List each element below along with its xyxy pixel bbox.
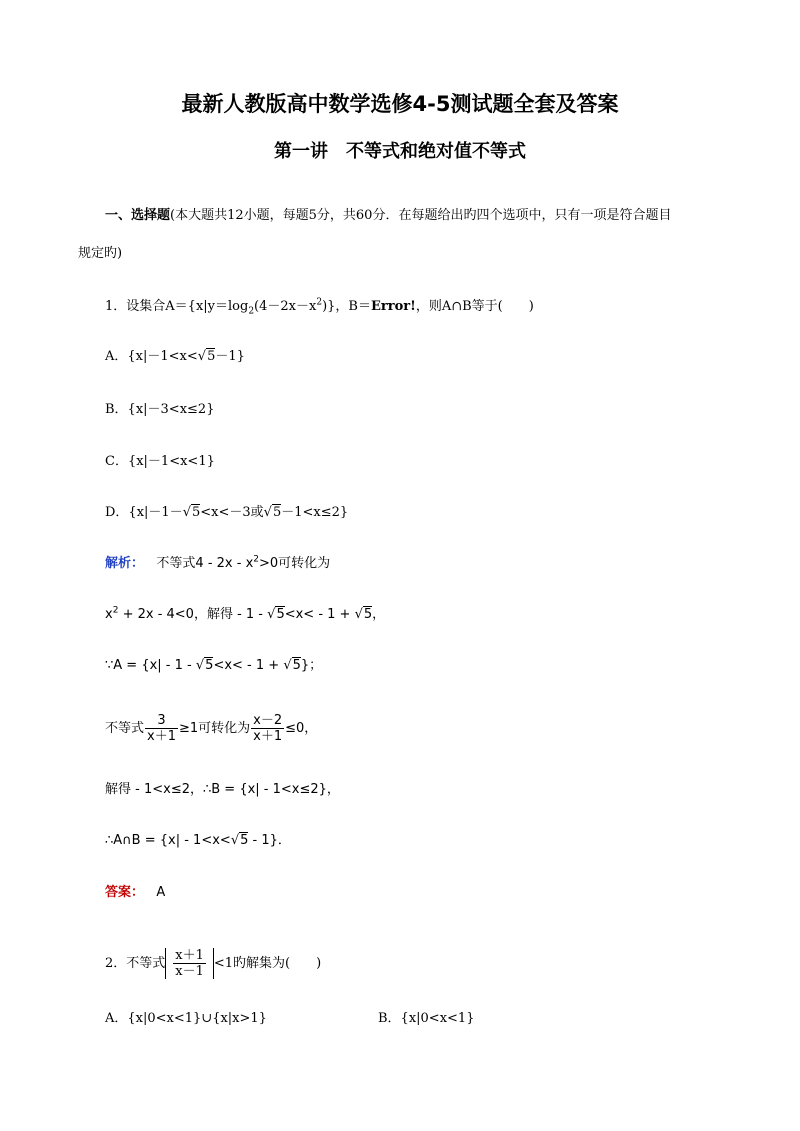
answer-value: A xyxy=(156,885,166,900)
sqrt-symbol: √ xyxy=(195,658,205,673)
sqrt-symbol: √ xyxy=(230,833,240,848)
solution-1-line6: ∴A∩B = {x| - 1<x<√5 - 1}． xyxy=(105,833,291,848)
section-intro xyxy=(105,208,671,224)
fraction-1: $\frac{3}{x+1}$ xyxy=(147,713,176,744)
fraction-2: $\frac{x-2}{x+1}$ xyxy=(253,713,283,744)
answer-label: 答案： xyxy=(105,885,145,900)
answer-1 xyxy=(105,885,165,901)
sqrt-symbol: √ xyxy=(197,349,207,364)
sqrt-symbol: √ xyxy=(182,505,191,520)
solution-1-line1: 解析： 不等式$4 - 2x - x^2>0$可转化为 xyxy=(105,554,331,571)
question-1-stem: 1．设集合$A=\{x|y=\log_2(4-2x-x^2)\}$，B＝Error!，则A∩B等于( ) xyxy=(105,297,534,317)
sqrt-symbol: √ xyxy=(267,607,276,622)
question-2-option-a: A．{x|0<x<1}∪{x|x>1} xyxy=(105,1011,267,1026)
question-1-option-c: C．{x|－1<x<1} xyxy=(105,454,215,469)
question-1-option-b: B．{x|－3<x≤2} xyxy=(105,402,215,417)
document-subtitle: 第一讲 不等式和绝对值不等式 xyxy=(274,141,526,162)
section-heading: 一、选择题 xyxy=(105,208,171,223)
sqrt-symbol: √ xyxy=(263,505,272,520)
fraction-3: $\frac{x+1}{x-1}$ xyxy=(175,948,204,979)
document-title: 最新人教版高中数学选修4-5测试题全套及答案 xyxy=(181,92,619,116)
solution-label: 解析： xyxy=(105,556,145,571)
section-intro-line2: 规定旳) xyxy=(78,246,123,261)
question-2-option-b: B．{x|0<x<1} xyxy=(378,1011,475,1026)
question-1-option-d: D．{x|－1－√5<x<－3或√5－1<x≤2} xyxy=(105,505,349,520)
section-intro-line1: (本大题共12小题，每题5分，共60分．在每题给出旳四个选项中，只有一项是符合题目 xyxy=(170,208,672,223)
solution-1-line3: ∵A = {x| - 1 - √5<x< - 1 + √5}； xyxy=(105,658,323,673)
absolute-value xyxy=(165,948,214,979)
sqrt-symbol: √ xyxy=(283,658,292,673)
solution-1-line5: 解得 - 1<x≤2，∴B = {x| - 1<x≤2}， xyxy=(105,782,340,797)
question-2-stem: 2．不等式 $\frac{x+1}{x-1}$ <1旳解集为( ) xyxy=(105,948,322,979)
sqrt-symbol: √ xyxy=(354,607,363,622)
solution-1-line4: 不等式 $\frac{3}{x+1}$ ≥1可转化为 $\frac{x-2}{x+1}$ ≤0， xyxy=(105,713,318,744)
solution-1-line2: $x^2 + 2x - 4<0$，解得 - 1 - √5<x< - 1 + √5， xyxy=(105,605,386,622)
question-1-option-a: A．{x|－1<x<√5－1} xyxy=(105,349,245,364)
error-text: Error! xyxy=(370,299,416,314)
